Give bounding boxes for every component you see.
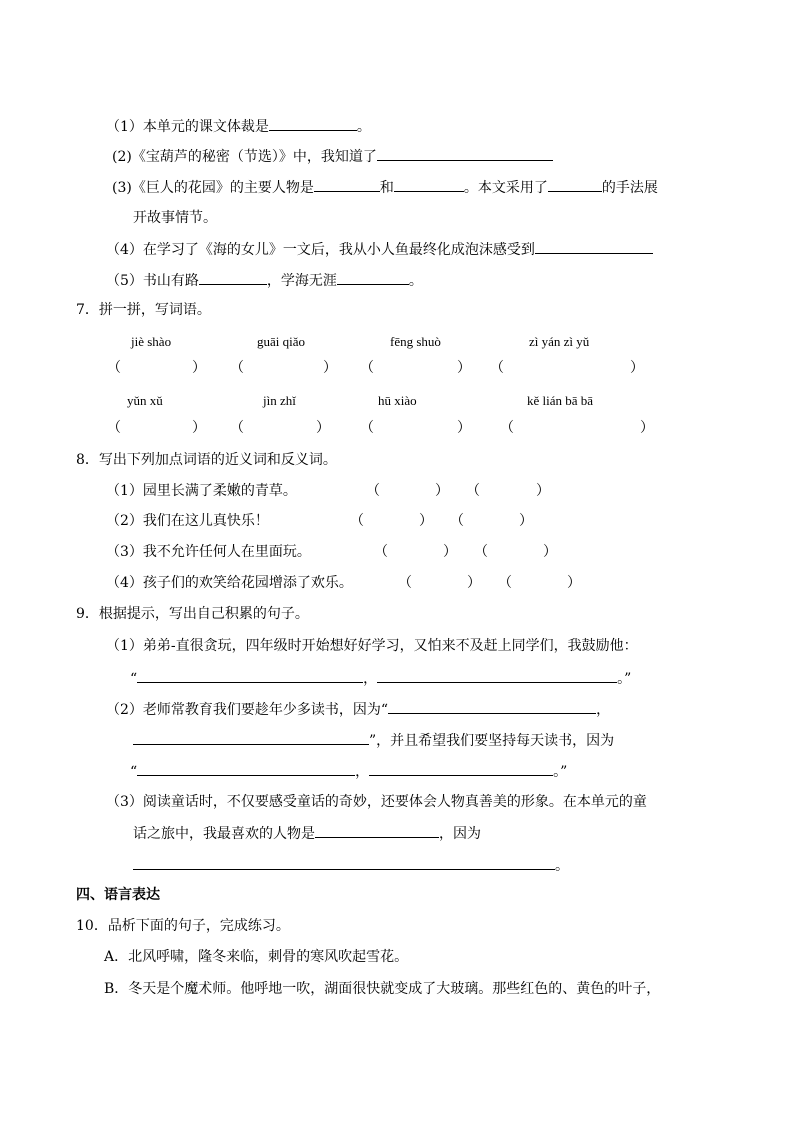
- q6-item-5-c: 。: [408, 273, 423, 289]
- q9-item-1-answer: [130, 668, 631, 689]
- paren-open: （: [374, 544, 388, 560]
- paren-open: （: [490, 360, 504, 376]
- q9-item-3-line-3: [133, 855, 569, 876]
- q6-item-1-prefix: （1）本单元的课文体裁是: [106, 119, 269, 135]
- q6-item-2-blank[interactable]: [377, 146, 553, 161]
- q9-item-2-prompt: （2）老师常教育我们要趁年少多读书，因为“: [106, 702, 389, 718]
- paren-open: （: [230, 420, 244, 436]
- paren-close: ）: [630, 360, 644, 376]
- section-title: 四、语言表达: [76, 887, 160, 903]
- q9-item-2-line-2: [133, 730, 614, 751]
- paren-close: ）: [192, 420, 206, 436]
- comma: ，: [355, 764, 370, 780]
- paren-close: ）: [457, 360, 471, 376]
- comma: ，: [596, 702, 611, 718]
- q6-item-3-blank-2[interactable]: [394, 177, 464, 192]
- comma: ，: [363, 671, 378, 687]
- q6-item-5-blank-1[interactable]: [199, 270, 267, 285]
- q6-item-3-cont: 开故事情节。: [133, 210, 217, 226]
- paren-close: ）: [443, 544, 457, 560]
- q6-item-4-text: （4）在学习了《海的女儿》一文后，我从小人鱼最终化成泡沫感受到: [106, 242, 535, 258]
- q8-item: （2）我们在这儿真快乐！: [106, 513, 269, 529]
- q9-item-3-blank-2[interactable]: [133, 855, 555, 870]
- pinyin: zì yán zì yǔ: [529, 334, 590, 349]
- q6-item-5: [106, 270, 423, 291]
- paren-close: ）: [543, 544, 557, 560]
- pinyin: jìn zhǐ: [263, 393, 296, 408]
- paren-close: ）: [467, 575, 481, 591]
- paren-close: ）: [536, 483, 550, 499]
- q9-item-3-line-2: [133, 823, 481, 844]
- paren-close: ）: [457, 420, 471, 436]
- q6-item-3-d: 的手法展: [601, 180, 658, 196]
- q6-item-5-b: ，学海无涯: [266, 273, 337, 289]
- q10-option-b: B．冬天是个魔术师。他呼地一吹，湖面很快就变成了大玻璃。那些红色的、黄色的叶子，: [104, 981, 661, 997]
- q9-item-3-line-1: （3）阅读童话时，不仅要感受童话的奇妙，还要体会人物真善美的形象。在本单元的童: [106, 794, 647, 810]
- paren-close: ）: [323, 360, 337, 376]
- paren-open: （: [366, 483, 380, 499]
- pinyin: fēng shuò: [390, 334, 441, 349]
- pinyin: kě lián bā bā: [527, 393, 594, 408]
- pinyin: hū xiào: [378, 393, 417, 408]
- q9-title: 9．根据提示，写出自己积累的句子。: [76, 606, 309, 622]
- paren-open: （: [474, 544, 488, 560]
- q6-item-3-a: (3)《巨人的花园》的主要人物是: [112, 180, 314, 196]
- q9-item-3-blank-1[interactable]: [315, 823, 439, 838]
- q10-option-a: A．北风呼啸，隆冬来临，刺骨的寒风吹起雪花。: [104, 949, 409, 965]
- paren-close: ）: [519, 513, 533, 529]
- q9-item-2-blank-3[interactable]: [137, 761, 355, 776]
- q9-item-1-blank-2[interactable]: [377, 668, 617, 683]
- q6-item-1: [106, 116, 371, 137]
- q6-item-2: [112, 146, 553, 167]
- period: 。: [555, 858, 569, 874]
- paren-close: ）: [192, 360, 206, 376]
- q6-item-4-blank[interactable]: [535, 239, 653, 254]
- q9-item-1-prompt: （1）弟弟-直很贪玩，四年级时开始想好好学习，又怕来不及赶上同学们，我鼓励他：: [106, 638, 638, 654]
- q6-item-3-b: 和: [379, 180, 394, 196]
- q9-item-3-prompt: 话之旅中，我最喜欢的人物是: [133, 826, 315, 842]
- q10-title: 10．品析下面的句子，完成练习。: [76, 918, 290, 934]
- q6-item-1-blank[interactable]: [269, 116, 357, 131]
- paren-close: ）: [640, 420, 654, 436]
- pinyin: jiè shào: [131, 334, 172, 349]
- q6-item-5-blank-2[interactable]: [337, 270, 409, 285]
- paren-open: （: [466, 483, 480, 499]
- q8-item: （4）孩子们的欢笑给花园增添了欢乐。: [106, 575, 353, 591]
- paren-open: （: [350, 513, 364, 529]
- paren-close: ）: [316, 420, 330, 436]
- q9-item-2-line-1: [106, 699, 610, 720]
- q6-item-3-blank-3[interactable]: [548, 177, 602, 192]
- paren-open: （: [107, 360, 121, 376]
- close-quote: 。”: [617, 671, 632, 687]
- paren-open: （: [360, 360, 374, 376]
- paren-open: （: [398, 575, 412, 591]
- q8-item: （3）我不允许任何人在里面玩。: [106, 544, 311, 560]
- q9-item-1-blank-1[interactable]: [137, 668, 363, 683]
- paren-open: （: [498, 575, 512, 591]
- q6-item-3: [112, 177, 658, 198]
- close-quote: 。”: [553, 764, 568, 780]
- paren-close: ）: [435, 483, 449, 499]
- q9-item-2-blank-2[interactable]: [133, 730, 369, 745]
- paren-open: （: [500, 420, 514, 436]
- q7-title: 7．拼一拼，写词语。: [76, 302, 211, 318]
- paren-open: （: [450, 513, 464, 529]
- open-quote: “: [130, 764, 138, 780]
- paren-open: （: [230, 360, 244, 376]
- paren-close: ）: [567, 575, 581, 591]
- paren-open: （: [360, 420, 374, 436]
- q8-title: 8．写出下列加点词语的近义词和反义词。: [76, 452, 337, 468]
- q9-item-2-blank-4[interactable]: [369, 761, 553, 776]
- q6-item-3-c: 。本文采用了: [463, 180, 548, 196]
- pinyin: guāi qiǎo: [257, 334, 306, 349]
- pinyin: yǔn xǔ: [127, 393, 163, 408]
- q9-item-2-line-3: [130, 761, 567, 782]
- q9-item-2-continuation: ”，并且希望我们要坚持每天读书，因为: [369, 733, 615, 749]
- q6-item-3-blank-1[interactable]: [314, 177, 380, 192]
- q6-item-4: [106, 239, 653, 260]
- paren-close: ）: [419, 513, 433, 529]
- paren-open: （: [107, 420, 121, 436]
- q6-item-1-suffix: 。: [356, 119, 371, 135]
- open-quote: “: [130, 671, 138, 687]
- q6-item-5-a: （5）书山有路: [106, 273, 199, 289]
- q9-item-2-blank-1[interactable]: [388, 699, 596, 714]
- q6-item-2-text: (2)《宝葫芦的秘密（节选）》中，我知道了: [112, 149, 377, 165]
- q9-item-3-because: ，因为: [439, 826, 481, 842]
- q8-item: （1）园里长满了柔嫩的青草。: [106, 483, 297, 499]
